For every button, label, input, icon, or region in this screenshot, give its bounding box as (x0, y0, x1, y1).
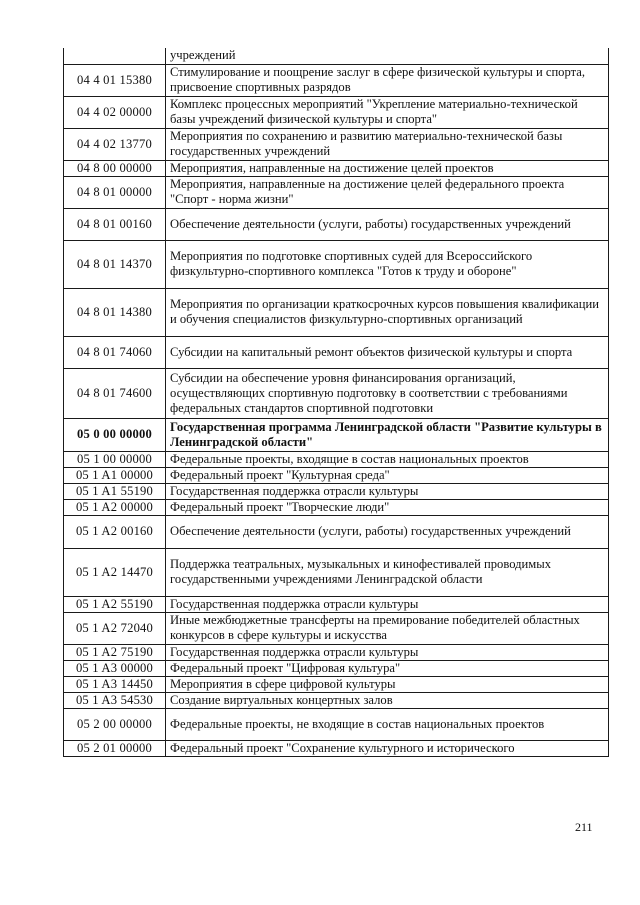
description-cell: Государственная поддержка отрасли культуры (166, 644, 609, 660)
budget-code-cell: 05 1 A3 14450 (64, 676, 166, 692)
description-cell: Федеральные проекты, не входящие в состав национальных проектов (166, 708, 609, 740)
table-row (64, 48, 609, 64)
budget-code-cell: 05 1 A2 00160 (64, 515, 166, 548)
budget-code-cell: 05 1 A1 55190 (64, 483, 166, 499)
budget-code-cell: 04 8 01 14380 (64, 288, 166, 336)
budget-code-cell: 04 8 01 74600 (64, 368, 166, 418)
table-row (64, 336, 609, 368)
budget-classification-table (63, 48, 609, 757)
budget-code-cell: 05 2 01 00000 (64, 740, 166, 756)
budget-code-cell: 05 1 A3 54530 (64, 692, 166, 708)
table-row (64, 692, 609, 708)
description-cell: Федеральный проект "Цифровая культура" (166, 660, 609, 676)
table-row (64, 64, 609, 96)
table-row (64, 160, 609, 176)
table-row (64, 451, 609, 467)
description-cell: Государственная поддержка отрасли культуры (166, 596, 609, 612)
description-cell: учреждений (166, 48, 609, 64)
description-cell: Федеральный проект "Сохранение культурного и исторического (166, 740, 609, 756)
description-cell: Обеспечение деятельности (услуги, работы) государственных учреждений (166, 208, 609, 240)
table-row (64, 596, 609, 612)
table-row (64, 176, 609, 208)
budget-code-cell: 05 0 00 00000 (64, 418, 166, 451)
table-row (64, 483, 609, 499)
budget-code-cell: 05 1 A2 72040 (64, 612, 166, 644)
description-cell: Мероприятия по подготовке спортивных судей для Всероссийского физкультурно-спортивного комплекса "Готов к труду и обороне" (166, 240, 609, 288)
budget-code-cell: 05 1 00 00000 (64, 451, 166, 467)
budget-code-cell: 04 4 01 15380 (64, 64, 166, 96)
table-row (64, 240, 609, 288)
description-cell: Мероприятия по сохранению и развитию материально-технической базы государственных учреждений (166, 128, 609, 160)
budget-code-cell: 04 8 01 00000 (64, 176, 166, 208)
description-cell: Создание виртуальных концертных залов (166, 692, 609, 708)
description-cell: Мероприятия, направленные на достижение целей федерального проекта "Спорт - норма жизни" (166, 176, 609, 208)
table-row (64, 515, 609, 548)
description-cell: Федеральный проект "Культурная среда" (166, 467, 609, 483)
table-row (64, 676, 609, 692)
budget-code-cell: 04 4 02 13770 (64, 128, 166, 160)
table-row (64, 128, 609, 160)
table-row (64, 208, 609, 240)
description-cell: Государственная поддержка отрасли культуры (166, 483, 609, 499)
table-row (64, 288, 609, 336)
budget-code-cell: 05 1 A1 00000 (64, 467, 166, 483)
description-cell: Мероприятия в сфере цифровой культуры (166, 676, 609, 692)
table-row (64, 96, 609, 128)
budget-code-cell: 05 1 A2 14470 (64, 548, 166, 596)
table-row (64, 499, 609, 515)
budget-code-cell (64, 48, 166, 64)
description-cell: Стимулирование и поощрение заслуг в сфере физической культуры и спорта, присвоение спортивных разрядов (166, 64, 609, 96)
table-row (64, 467, 609, 483)
table-row (64, 418, 609, 451)
description-cell: Федеральные проекты, входящие в состав национальных проектов (166, 451, 609, 467)
table-row (64, 644, 609, 660)
description-cell: Федеральный проект "Творческие люди" (166, 499, 609, 515)
description-cell: Мероприятия по организации краткосрочных курсов повышения квалификации и обучения специалистов физкультурно-спортивных организаций (166, 288, 609, 336)
budget-code-cell: 05 1 A2 55190 (64, 596, 166, 612)
budget-code-cell: 04 8 01 74060 (64, 336, 166, 368)
page-number: 211 (575, 820, 593, 834)
budget-code-cell: 05 1 A2 00000 (64, 499, 166, 515)
budget-code-cell: 05 1 A2 75190 (64, 644, 166, 660)
budget-code-cell: 04 8 01 14370 (64, 240, 166, 288)
description-cell: Субсидии на капитальный ремонт объектов физической культуры и спорта (166, 336, 609, 368)
table-row (64, 740, 609, 756)
table-row (64, 708, 609, 740)
description-cell: Комплекс процессных мероприятий "Укрепление материально-технической базы учреждений физической культуры и спорта" (166, 96, 609, 128)
table-row (64, 660, 609, 676)
description-cell: Субсидии на обеспечение уровня финансирования организаций, осуществляющих спортивную подготовку в соответствии с требованиями федеральных стандартов спортивной подготовки (166, 368, 609, 418)
description-cell: Поддержка театральных, музыкальных и кинофестивалей проводимых государственными учреждениями Ленинградской области (166, 548, 609, 596)
budget-code-cell: 05 2 00 00000 (64, 708, 166, 740)
budget-code-cell: 05 1 A3 00000 (64, 660, 166, 676)
table-row (64, 368, 609, 418)
table-body (64, 48, 609, 756)
description-cell: Иные межбюджетные трансферты на премирование победителей областных конкурсов в сфере культуры и искусства (166, 612, 609, 644)
budget-code-cell: 04 4 02 00000 (64, 96, 166, 128)
description-cell: Мероприятия, направленные на достижение целей проектов (166, 160, 609, 176)
table-row (64, 548, 609, 596)
description-cell: Обеспечение деятельности (услуги, работы) государственных учреждений (166, 515, 609, 548)
table-row (64, 612, 609, 644)
budget-code-cell: 04 8 01 00160 (64, 208, 166, 240)
budget-code-cell: 04 8 00 00000 (64, 160, 166, 176)
description-cell: Государственная программа Ленинградской области "Развитие культуры в Ленинградской области" (166, 418, 609, 451)
